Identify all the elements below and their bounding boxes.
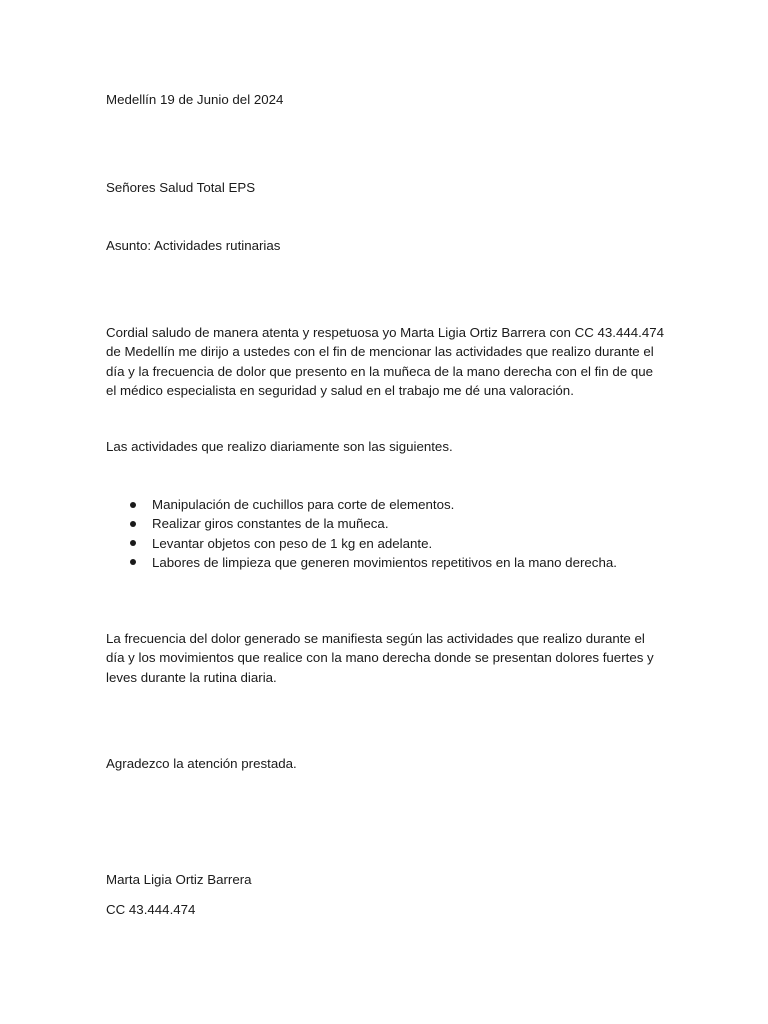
bullet-icon — [130, 559, 136, 565]
signature-name: Marta Ligia Ortiz Barrera — [106, 872, 252, 887]
list-item-text: Manipulación de cuchillos para corte de elementos. — [152, 497, 455, 512]
recipient-line: Señores Salud Total EPS — [106, 180, 256, 195]
bullet-icon — [130, 521, 136, 527]
pain-paragraph: La frecuencia del dolor generado se manifiesta según las actividades que realizo durante el día y los movimientos que realice con la mano derecha donde se presentan dolores fuertes y leves durante la rutina diaria. — [106, 631, 654, 685]
list-item-text: Labores de limpieza que generen movimientos repetitivos en la mano derecha. — [152, 554, 617, 570]
list-item-text: Realizar giros constantes de la muñeca. — [152, 516, 389, 532]
bullet-icon — [130, 540, 136, 546]
subject-line: Asunto: Actividades rutinarias — [106, 238, 281, 253]
intro-paragraph: Cordial saludo de manera atenta y respetuosa yo Marta Ligia Ortiz Barrera con CC 43.444.474 de Medellín me dirijo a ustedes con el fin de mencionar las actividades que realizo durante el día y la frecuencia de dolor que presento en la muñeca de la mano derecha con el fin de que el médico especialista en seguridad y salud en el trabajo me dé una valoración. — [106, 325, 665, 398]
list-item-text: Levantar objetos con peso de 1 kg en adelante. — [152, 535, 433, 551]
list-item — [106, 534, 617, 553]
activities-intro: Las actividades que realizo diariamente son las siguientes. — [106, 439, 453, 454]
activities-list — [106, 495, 617, 572]
signature-id: CC 43.444.474 — [106, 902, 196, 917]
list-item — [106, 553, 617, 572]
date-line: Medellín 19 de Junio del 2024 — [106, 92, 284, 107]
bullet-icon — [130, 502, 136, 508]
list-item — [106, 495, 617, 514]
closing-line: Agradezco la atención prestada. — [106, 756, 297, 771]
list-item — [106, 514, 617, 533]
